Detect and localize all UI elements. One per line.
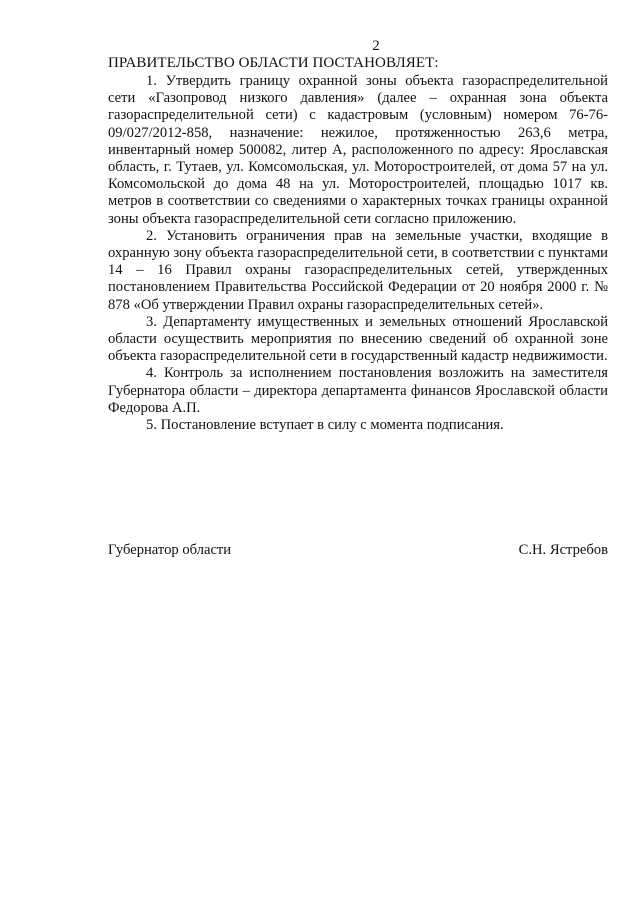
signatory-name: С.Н. Ястребов bbox=[518, 542, 608, 558]
document-body bbox=[108, 73, 608, 434]
signature-block bbox=[108, 542, 608, 559]
paragraph-2: 2. Установить ограничения прав на земельные участки, входящие в охранную зону объекта газораспределительной сети, в соответствии с пунктами 14 – 16 Правил охраны газораспределительных сетей, утвержденных постановлением Правительства Российской Федерации от 20 ноября 2000 г. № 878 «Об утверждении Правил охраны газораспределительных сетей». bbox=[108, 227, 608, 313]
signatory-title: Губернатор области bbox=[108, 542, 232, 558]
page-number: 2 bbox=[372, 38, 380, 54]
paragraph-4: 4. Контроль за исполнением постановления возложить на заместителя Губернатора области – директора департамента финансов Ярославской области Федорова А.П. bbox=[108, 365, 608, 416]
paragraph-1: 1. Утвердить границу охранной зоны объекта газораспределительной сети «Газопровод низкого давления» (далее – охранная зона объекта газораспределительной сети) с кадастровым (условным) номером 76-76-09/027/2012-858, назначение: нежилое, протяженностью 263,6 метра, инвентарный номер 500082, литер А, расположенного по адресу: Ярославская область, г. Тутаев, ул. Комсомольская, ул. Моторостроителей, от дома 57 на ул. Комсомольской до дома 48 на ул. Моторостроителей, площадью 1017 кв. метров в соответствии со сведениями о характерных точках границы охранной зоны объекта газораспределительной сети согласно приложению. bbox=[108, 73, 608, 227]
paragraph-5: 5. Постановление вступает в силу с момента подписания. bbox=[146, 417, 504, 434]
resolution-heading: ПРАВИТЕЛЬСТВО ОБЛАСТИ ПОСТАНОВЛЯЕТ: bbox=[108, 55, 439, 71]
paragraph-3: 3. Департаменту имущественных и земельных отношений Ярославской области осуществить мероприятия по внесению сведений об охранной зоне объекта газораспределительной сети в государственный кадастр недвижимости. bbox=[108, 313, 608, 365]
